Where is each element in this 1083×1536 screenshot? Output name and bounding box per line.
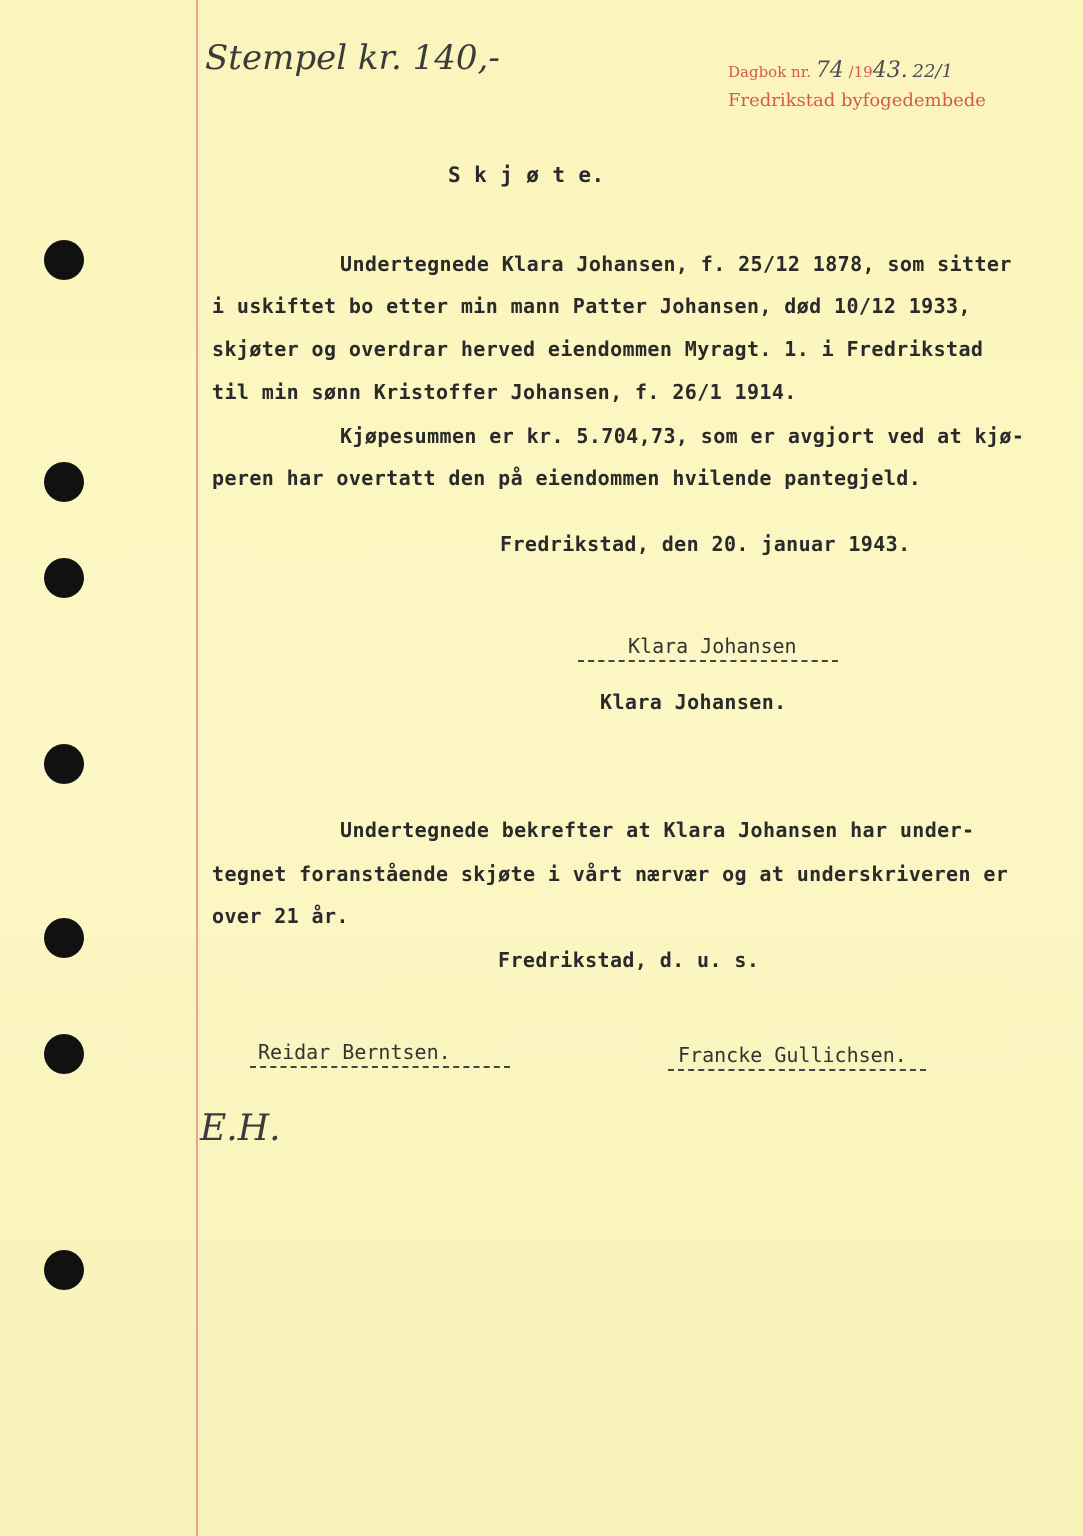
punch-hole bbox=[44, 744, 84, 784]
margin-line bbox=[196, 0, 198, 1536]
place-date-2: Fredrikstad, d. u. s. bbox=[498, 948, 760, 972]
witness-signature-francke: Francke Gullichsen. bbox=[678, 1043, 907, 1067]
punch-hole bbox=[44, 462, 84, 502]
body-line: Kjøpesummen er kr. 5.704,73, som er avgjort ved at kjø- bbox=[340, 424, 1025, 448]
punch-hole bbox=[44, 1034, 84, 1074]
witness-line-2 bbox=[668, 1069, 926, 1071]
dagbok-number: 74 bbox=[815, 58, 844, 83]
signature-klara: Klara Johansen bbox=[628, 634, 797, 658]
witness-line: over 21 år. bbox=[212, 904, 349, 928]
handwritten-initials: E.H. bbox=[200, 1108, 281, 1149]
punch-hole bbox=[44, 918, 84, 958]
witness-line: Undertegnede bekrefter at Klara Johansen har under- bbox=[340, 818, 975, 842]
typed-name-klara: Klara Johansen. bbox=[600, 690, 787, 714]
dagbok-stamp bbox=[728, 58, 953, 83]
body-line: i uskiftet bo etter min mann Patter Johansen, død 10/12 1933, bbox=[212, 294, 971, 318]
witness-signature-reidar: Reidar Berntsen. bbox=[258, 1040, 451, 1064]
office-stamp: Fredrikstad byfogedembede bbox=[728, 90, 986, 111]
body-line: skjøter og overdrar herved eiendommen Myragt. 1. i Fredrikstad bbox=[212, 337, 984, 361]
witness-line: tegnet foranstående skjøte i vårt nærvær og at underskriveren er bbox=[212, 862, 1009, 886]
document-title: S k j ø t e. bbox=[448, 163, 605, 187]
body-line: til min sønn Kristoffer Johansen, f. 26/1 1914. bbox=[212, 380, 797, 404]
dagbok-year: 43. bbox=[872, 58, 908, 83]
handwritten-stamp-duty: Stempel kr. 140,- bbox=[205, 38, 500, 78]
signature-line bbox=[578, 660, 838, 662]
punch-hole bbox=[44, 1250, 84, 1290]
year-prefix: /19 bbox=[848, 63, 873, 81]
punch-hole bbox=[44, 558, 84, 598]
body-line: peren har overtatt den på eiendommen hvilende pantegjeld. bbox=[212, 466, 922, 490]
place-date: Fredrikstad, den 20. januar 1943. bbox=[500, 532, 911, 556]
witness-line-1 bbox=[250, 1066, 510, 1068]
punch-hole bbox=[44, 240, 84, 280]
dagbok-label: Dagbok nr. bbox=[728, 63, 812, 81]
body-line: Undertegnede Klara Johansen, f. 25/12 1878, som sitter bbox=[340, 252, 1012, 276]
dagbok-date: 22/1 bbox=[912, 61, 953, 82]
